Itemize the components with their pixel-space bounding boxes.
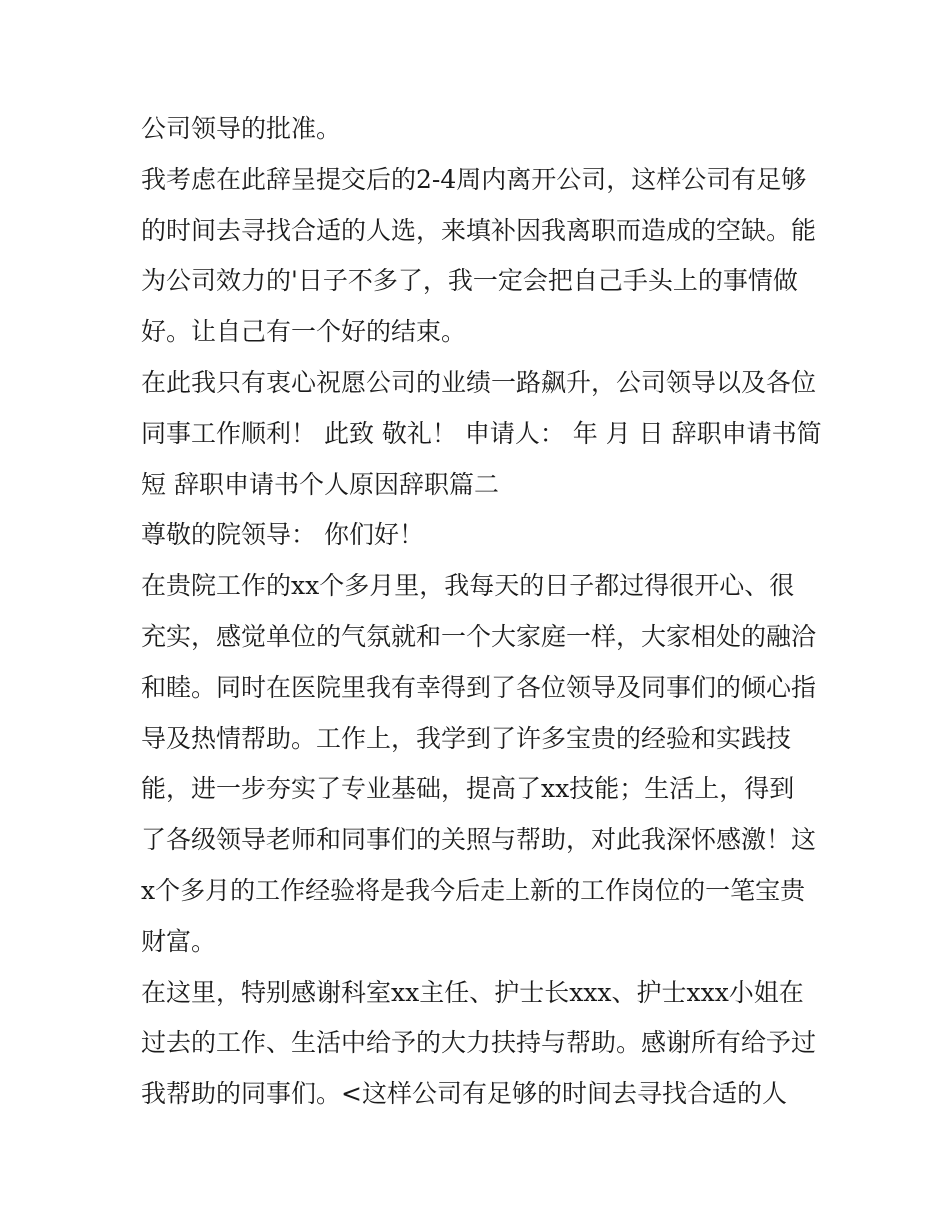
document-body bbox=[141, 104, 822, 1120]
text-line: x个多月的工作经验将是我今后走上新的工作岗位的一笔宝贵 bbox=[141, 875, 806, 905]
text-line: 公司领导的批准。 bbox=[141, 114, 342, 143]
text-line: 过去的工作、生活中给予的大力扶持与帮助。感谢所有给予过 bbox=[141, 1028, 817, 1058]
text-line: 我考虑在此辞呈提交后的2-4周内离开公司，这样公司有足够 bbox=[141, 164, 807, 194]
text-line: 能，进一步夯实了专业基础，提高了xx技能；生活上，得到 bbox=[141, 774, 795, 804]
text-line: 在贵院工作的xx个多月里，我每天的日子都过得很开心、很 bbox=[141, 571, 795, 601]
text-line: 导及热情帮助。工作上，我学到了许多宝贵的经验和实践技 bbox=[141, 723, 792, 753]
text-line: 了各级领导老师和同事们的关照与帮助，对此我深怀感激！这 bbox=[141, 825, 817, 855]
text-line: 和睦。同时在医院里我有幸得到了各位领导及同事们的倾心指 bbox=[141, 672, 817, 702]
text-line: 同事工作顺利！ 此致 敬礼！ 申请人： 年 月 日 辞职申请书简 bbox=[141, 418, 822, 448]
text-line: 在这里，特别感谢科室xx主任、护士长xxx、护士xxx小姐在 bbox=[141, 977, 804, 1007]
text-line: 的时间去寻找合适的人选，来填补因我离职而造成的空缺。能 bbox=[141, 215, 817, 245]
text-line: 财富。 bbox=[141, 926, 217, 956]
text-line: 尊敬的院领导： 你们好！ bbox=[141, 520, 424, 550]
text-line: 充实，感觉单位的气氛就和一个大家庭一样，大家相处的融洽 bbox=[141, 621, 817, 651]
text-line: 为公司效力的'日子不多了，我一定会把自己手头上的事情做 bbox=[141, 266, 798, 296]
text-line: 在此我只有衷心祝愿公司的业绩一路飙升，公司领导以及各位 bbox=[141, 367, 817, 397]
text-line: 我帮助的同事们。<这样公司有足够的时间去寻找合适的人 bbox=[141, 1079, 787, 1109]
text-line: 短 辞职申请书个人原因辞职篇二 bbox=[141, 469, 499, 499]
text-line: 好。让自己有一个好的结束。 bbox=[141, 317, 467, 347]
